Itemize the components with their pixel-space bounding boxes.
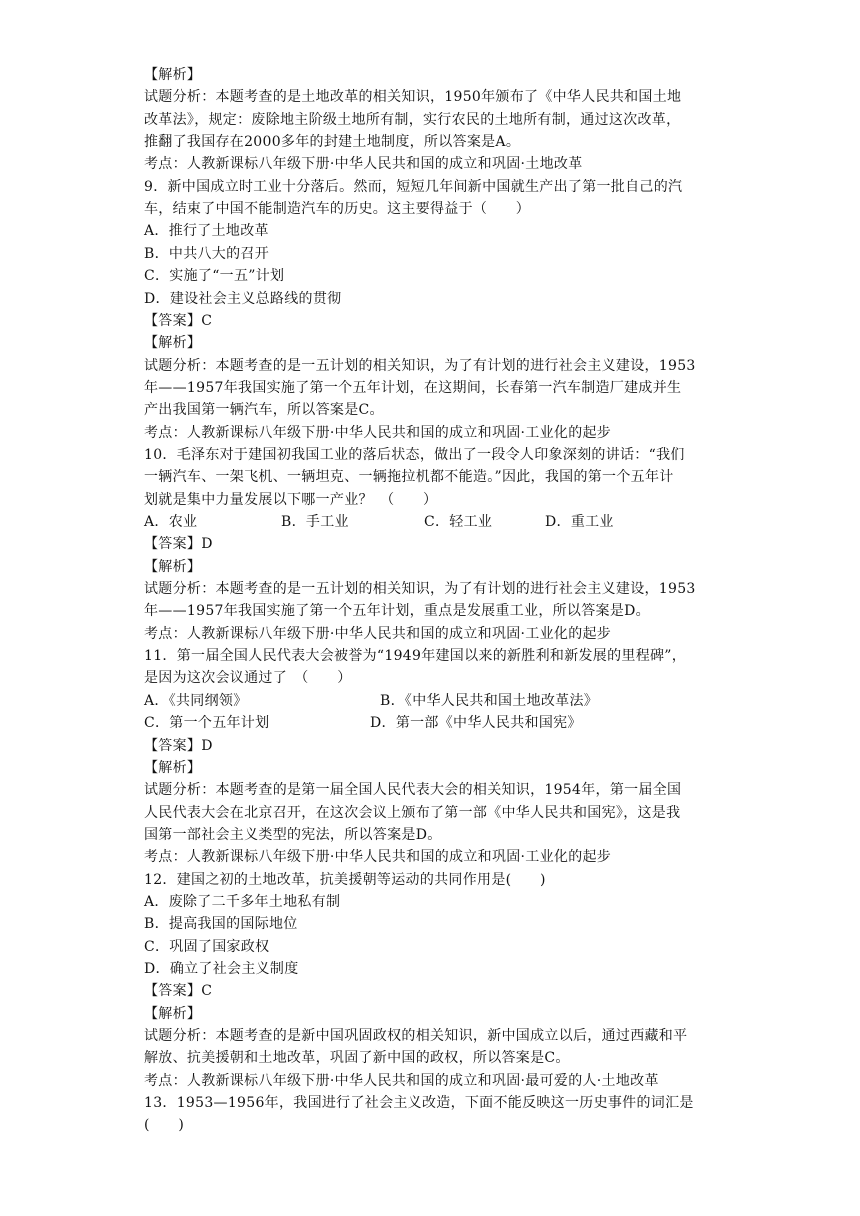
- text-line: 改革法》，规定：废除地主阶级土地所有制，实行农民的土地所有制，通过这次改革，: [144, 111, 681, 128]
- option-line: D．建设社会主义总路线的贯彻: [144, 290, 342, 307]
- text-line: 推翻了我国存在2000多年的封建土地制度，所以答案是A。: [144, 134, 521, 151]
- answer-line: 【答案】C: [144, 312, 213, 329]
- text-line: 试题分析：本题考查的是一五计划的相关知识，为了有计划的进行社会主义建设，1953: [144, 581, 696, 598]
- text-line: 是因为这次会议通过了 （ ）: [144, 670, 352, 687]
- question-stem: 10．毛泽东对于建国初我国工业的落后状态，做出了一段令人印象深刻的讲话：“我们: [144, 446, 685, 463]
- analysis-heading: 【解析】: [144, 558, 202, 575]
- knowledge-point-line: 考点：人教新课标八年级下册·中华人民共和国的成立和巩固·工业化的起步: [144, 849, 612, 866]
- knowledge-point-line: 考点：人教新课标八年级下册·中华人民共和国的成立和巩固·土地改革: [144, 156, 583, 173]
- option-line: B．中共八大的召开: [144, 245, 269, 262]
- answer-line: 【答案】C: [144, 983, 213, 1000]
- text-line: ( ): [144, 1117, 185, 1134]
- analysis-heading: 【解析】: [144, 1005, 202, 1022]
- option-line: B．提高我国的国际地位: [144, 916, 298, 933]
- text-line: 试题分析：本题考查的是土地改革的相关知识，1950年颁布了《中华人民共和国土地: [144, 89, 682, 106]
- answer-line: 【答案】D: [144, 536, 213, 553]
- analysis-heading: 【解析】: [144, 759, 202, 776]
- text-line: 年——1957年我国实施了第一个五年计划，重点是发展重工业，所以答案是D。: [144, 603, 650, 620]
- text-line: 试题分析：本题考查的是新中国巩固政权的相关知识，新中国成立以后，通过西藏和平: [144, 1028, 688, 1045]
- analysis-heading: 【解析】: [144, 335, 202, 352]
- analysis-heading: 【解析】: [144, 67, 202, 83]
- option-line: C．巩固了国家政权: [144, 938, 270, 955]
- question-stem: 13．1953—1956年，我国进行了社会主义改造，下面不能反映这一历史事件的词汇是: [144, 1095, 694, 1112]
- text-line: 划就是集中力量发展以下哪一产业？ （ ）: [144, 491, 438, 508]
- knowledge-point-line: 考点：人教新课标八年级下册·中华人民共和国的成立和巩固·工业化的起步: [144, 424, 612, 441]
- q10-option-d: D．重工业: [545, 514, 614, 530]
- question-stem: 12．建国之初的土地改革，抗美援朝等运动的共同作用是( ): [144, 871, 546, 888]
- question-stem: 9．新中国成立时工业十分落后。然而，短短几年间新中国就生产出了第一批自己的汽: [144, 178, 683, 195]
- q11-option: D．第一部《中华人民共和国宪》: [370, 715, 582, 732]
- option-line: D．确立了社会主义制度: [144, 961, 299, 977]
- option-line: A．推行了土地改革: [144, 223, 269, 240]
- option-line: A．废除了二千多年土地私有制: [144, 893, 341, 910]
- q10-option-b: B．手工业: [281, 514, 349, 530]
- text-line: 试题分析：本题考查的是一五计划的相关知识，为了有计划的进行社会主义建设，1953: [144, 357, 696, 374]
- text-line: 车，结束了中国不能制造汽车的历史。这主要得益于（ ）: [144, 201, 531, 218]
- text-line: 国第一部社会主义类型的宪法，所以答案是D。: [144, 826, 442, 843]
- q10-option-c: C．轻工业: [424, 514, 493, 530]
- text-line: 试题分析：本题考查的是第一届全国人民代表大会的相关知识，1954年，第一届全国: [144, 782, 682, 799]
- q11-option: C．第一个五年计划: [144, 715, 270, 732]
- knowledge-point-line: 考点：人教新课标八年级下册·中华人民共和国的成立和巩固·工业化的起步: [144, 625, 612, 642]
- question-stem: 11．第一届全国人民代表大会被誉为“1949年建国以来的新胜利和新发展的里程碑”，: [144, 648, 687, 665]
- q11-option: A．《共同纲领》: [144, 692, 248, 709]
- option-line: C．实施了“一五”计划: [144, 268, 285, 285]
- knowledge-point-line: 考点：人教新课标八年级下册·中华人民共和国的成立和巩固·最可爱的人·土地改革: [144, 1072, 659, 1089]
- q10-option-a: A．农业: [144, 514, 198, 530]
- text-line: 解放、抗美援朝和土地改革，巩固了新中国的政权，所以答案是C。: [144, 1050, 570, 1067]
- text-line: 年——1957年我国实施了第一个五年计划，在这期间，长春第一汽车制造厂建成并生: [144, 379, 682, 396]
- text-line: 一辆汽车、一架飞机、一辆坦克、一辆拖拉机都不能造。”因此，我国的第一个五年计: [144, 469, 674, 486]
- q11-option: B．《中华人民共和国土地改革法》: [380, 692, 599, 709]
- text-line: 人民代表大会在北京召开，在这次会议上颁布了第一部《中华人民共和国宪》，这是我: [144, 804, 681, 821]
- answer-line: 【答案】D: [144, 737, 213, 754]
- text-line: 产出我国第一辆汽车，所以答案是C。: [144, 402, 384, 419]
